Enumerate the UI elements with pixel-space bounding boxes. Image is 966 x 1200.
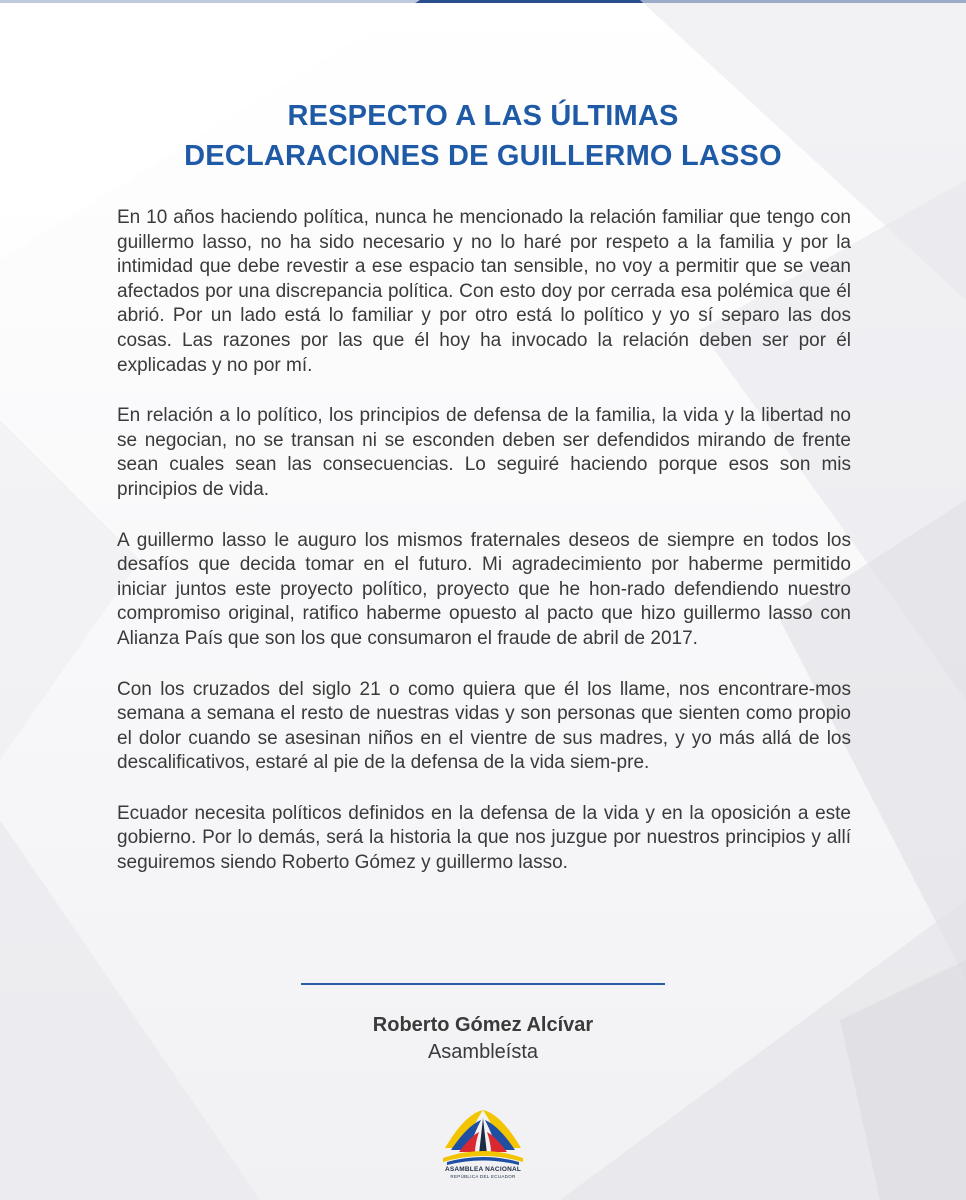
asamblea-nacional-logo xyxy=(435,1104,531,1184)
title-line-1: RESPECTO A LAS ÚLTIMAS xyxy=(287,100,679,132)
paragraph-3: A guillermo lasso le auguro los mismos fraternales deseos de siempre en todos los desafíos que decida tomar en el futuro. Mi agradecimiento por haberme permitido iniciar juntos este proyecto político, proyecto que he hon-rado defendiendo nuestro compromiso original, ratifico haberme opuesto al pacto que hizo guillermo lasso con Alianza País que son los que consumaron el fraude de abril de 2017. xyxy=(117,529,851,649)
paragraph-2: En relación a lo político, los principios de defensa de la familia, la vida y la libertad no se negocian, no se transan ni se esconden deben ser defendidos mirando de frente sean cuales sean las consecuencias. Lo seguiré haciendo porque esos son mis principios de vida. xyxy=(117,405,851,500)
logo-subtext: REPÚBLICA DEL ECUADOR xyxy=(450,1174,516,1179)
paragraph-5: Ecuador necesita políticos definidos en la defensa de la vida y en la oposición a este gobierno. Por lo demás, será la historia la que nos juzgue por nuestros principios y allí seguiremos siendo Roberto Gómez y guillermo lasso. xyxy=(117,802,851,874)
page-title xyxy=(0,96,966,176)
logo-text: ASAMBLEA NACIONAL xyxy=(444,1166,522,1173)
title-line-2: DECLARACIONES DE GUILLERMO LASSO xyxy=(184,140,782,172)
statement-body xyxy=(117,206,851,902)
condor-logo-icon xyxy=(435,1104,531,1166)
paragraph-1: En 10 años haciendo política, nunca he mencionado la relación familiar que tengo con guillermo lasso, no ha sido necesario y no lo haré por respeto a la familia y por la intimidad que debe revestir a ese espacio tan sensible, no voy a permitir que se vean afectados por una discrepancia política. Con esto doy por cerrada esa polémica que él abrió. Por un lado está lo familiar y por otro está lo político y yo sí separo las dos cosas. Las razones por las que él hoy ha invocado la relación deben ser por él explicadas y no por mí. xyxy=(117,207,851,376)
paragraph-4: Con los cruzados del siglo 21 o como quiera que él los llame, nos encontrare-mos semana a semana el resto de nuestras vidas y son personas que sienten como propio el dolor cuando se asesinan niños en el vientre de sus madres, y yo más allá de los descalificativos, estaré al pie de la defensa de la vida siem-pre. xyxy=(117,678,851,774)
signature-name: Roberto Gómez Alcívar xyxy=(372,1014,594,1036)
signature-role: Asambleísta xyxy=(427,1041,539,1063)
signature-divider xyxy=(301,983,665,985)
